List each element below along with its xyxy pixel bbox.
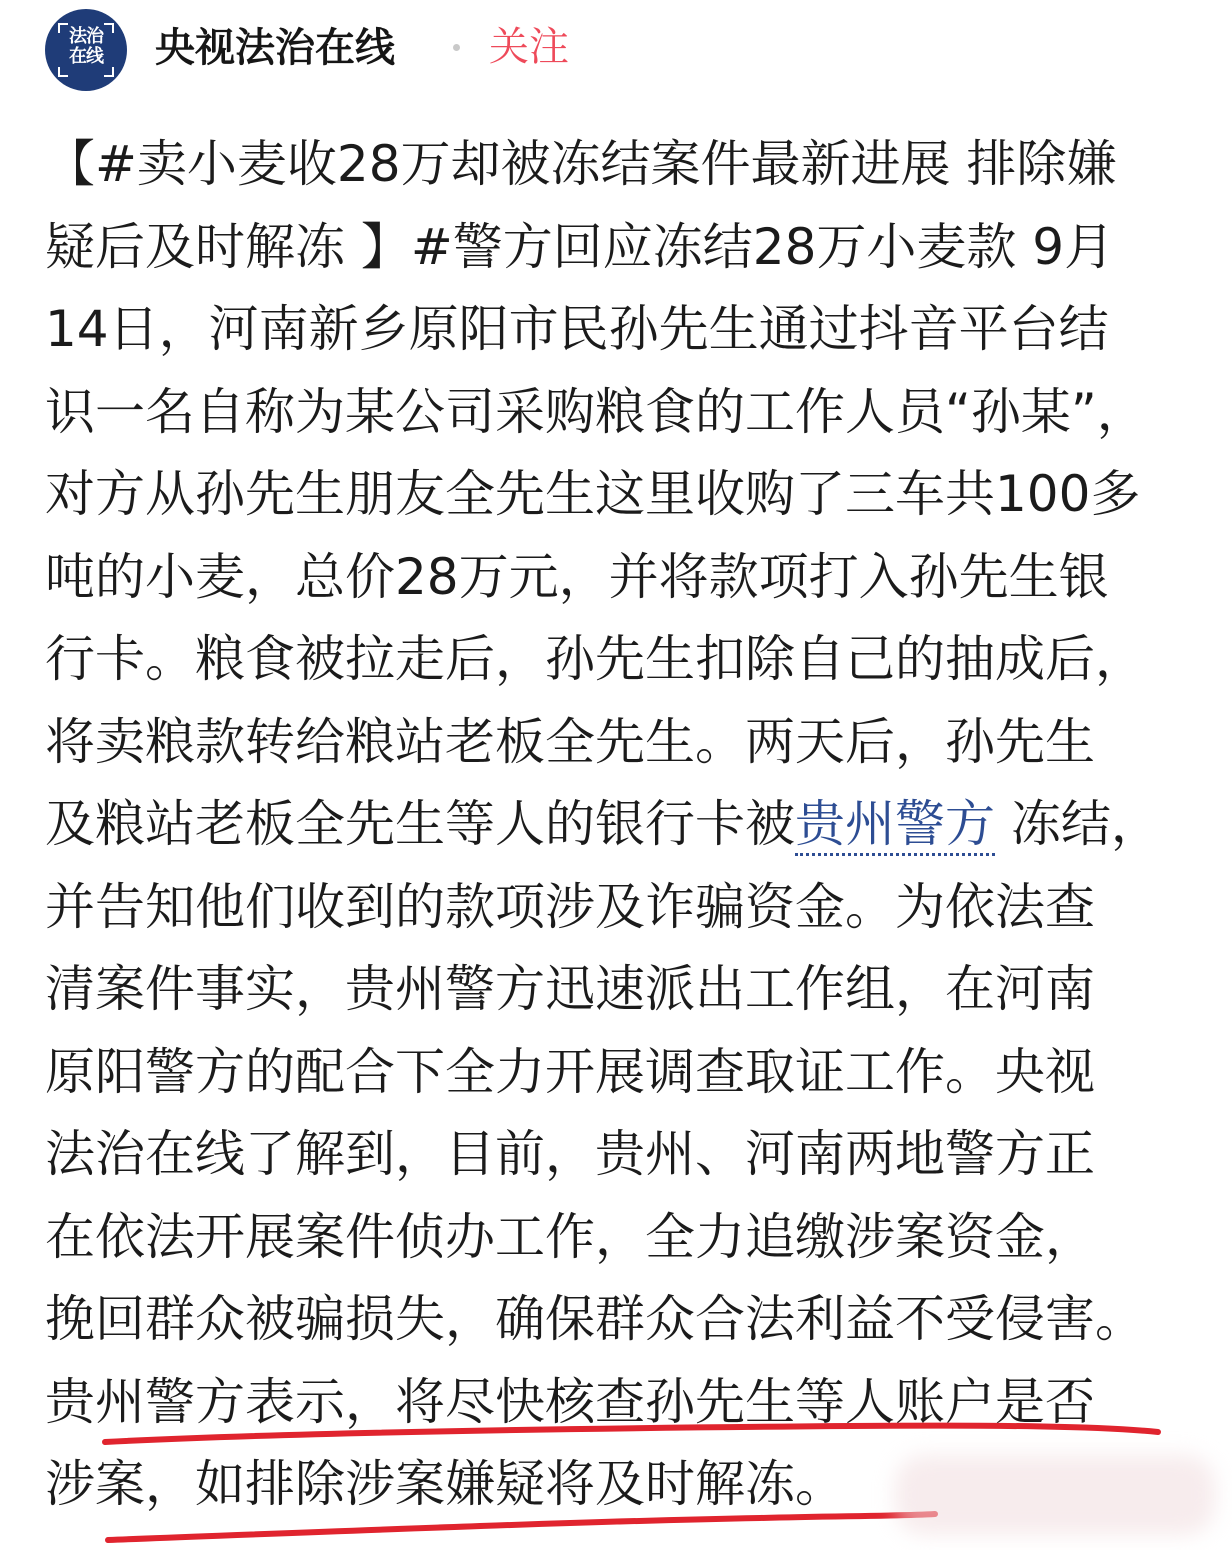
text-line-with-link bbox=[45, 783, 1195, 866]
avatar-text-bottom: 在线 bbox=[69, 46, 103, 67]
text-line: 行卡。粮食被拉走后，孙先生扣除自己的抽成后， bbox=[45, 630, 1145, 688]
text-line: 14日，河南新乡原阳市民孙先生通过抖音平台结 bbox=[45, 300, 1109, 358]
text-line: 清案件事实，贵州警方迅速派出工作组，在河南 bbox=[45, 960, 1095, 1018]
text-line: 原阳警方的配合下全力开展调查取证工作。央视 bbox=[45, 1042, 1095, 1101]
text-line: 【#卖小麦收28万却被冻结案件最新进展 排除嫌 bbox=[45, 135, 1117, 193]
fazhi-logo-icon bbox=[62, 27, 110, 73]
watermark-blur bbox=[895, 1455, 1215, 1535]
avatar-text-top: 法治 bbox=[69, 26, 103, 47]
text-line: 疑后及时解冻 】#警方回应冻结28万小麦款 9月 bbox=[45, 217, 1115, 276]
text-line: 并告知他们收到的款项涉及诈骗资金。为依法查 bbox=[45, 877, 1095, 936]
text-line: 识一名自称为某公司采购粮食的工作人员“孙某”， bbox=[45, 382, 1147, 441]
text-line: 将卖粮款转给粮站老板全先生。两天后，孙先生 bbox=[45, 712, 1095, 771]
text-line: 吨的小麦，总价28万元，并将款项打入孙先生银 bbox=[45, 547, 1109, 606]
text-line: 法治在线了解到，目前，贵州、河南两地警方正 bbox=[45, 1125, 1095, 1183]
text-line: 挽回群众被骗损失，确保群众合法利益不受侵害。 bbox=[45, 1290, 1145, 1348]
follow-button[interactable]: 关注 bbox=[489, 24, 569, 70]
text-line: 贵州警方表示，将尽快核查孙先生等人账户是否 bbox=[45, 1372, 1095, 1431]
text-line: 对方从孙先生朋友全先生这里收购了三车共100多 bbox=[45, 465, 1141, 523]
avatar[interactable] bbox=[45, 9, 127, 91]
text-segment: 及粮站老板全先生等人的银行卡被 bbox=[45, 795, 795, 853]
hashtag-link-guizhou-police[interactable]: 贵州警方 bbox=[795, 795, 995, 856]
text-segment: 冻结， bbox=[995, 795, 1161, 853]
post-header bbox=[0, 0, 1232, 100]
text-line: 在依法开展案件侦办工作，全力追缴涉案资金， bbox=[45, 1207, 1095, 1266]
separator-dot bbox=[453, 44, 460, 51]
text-line: 涉案，如排除涉案嫌疑将及时解冻。 bbox=[45, 1455, 845, 1513]
post-body bbox=[45, 123, 1195, 1526]
account-name[interactable]: 央视法治在线 bbox=[155, 25, 395, 71]
